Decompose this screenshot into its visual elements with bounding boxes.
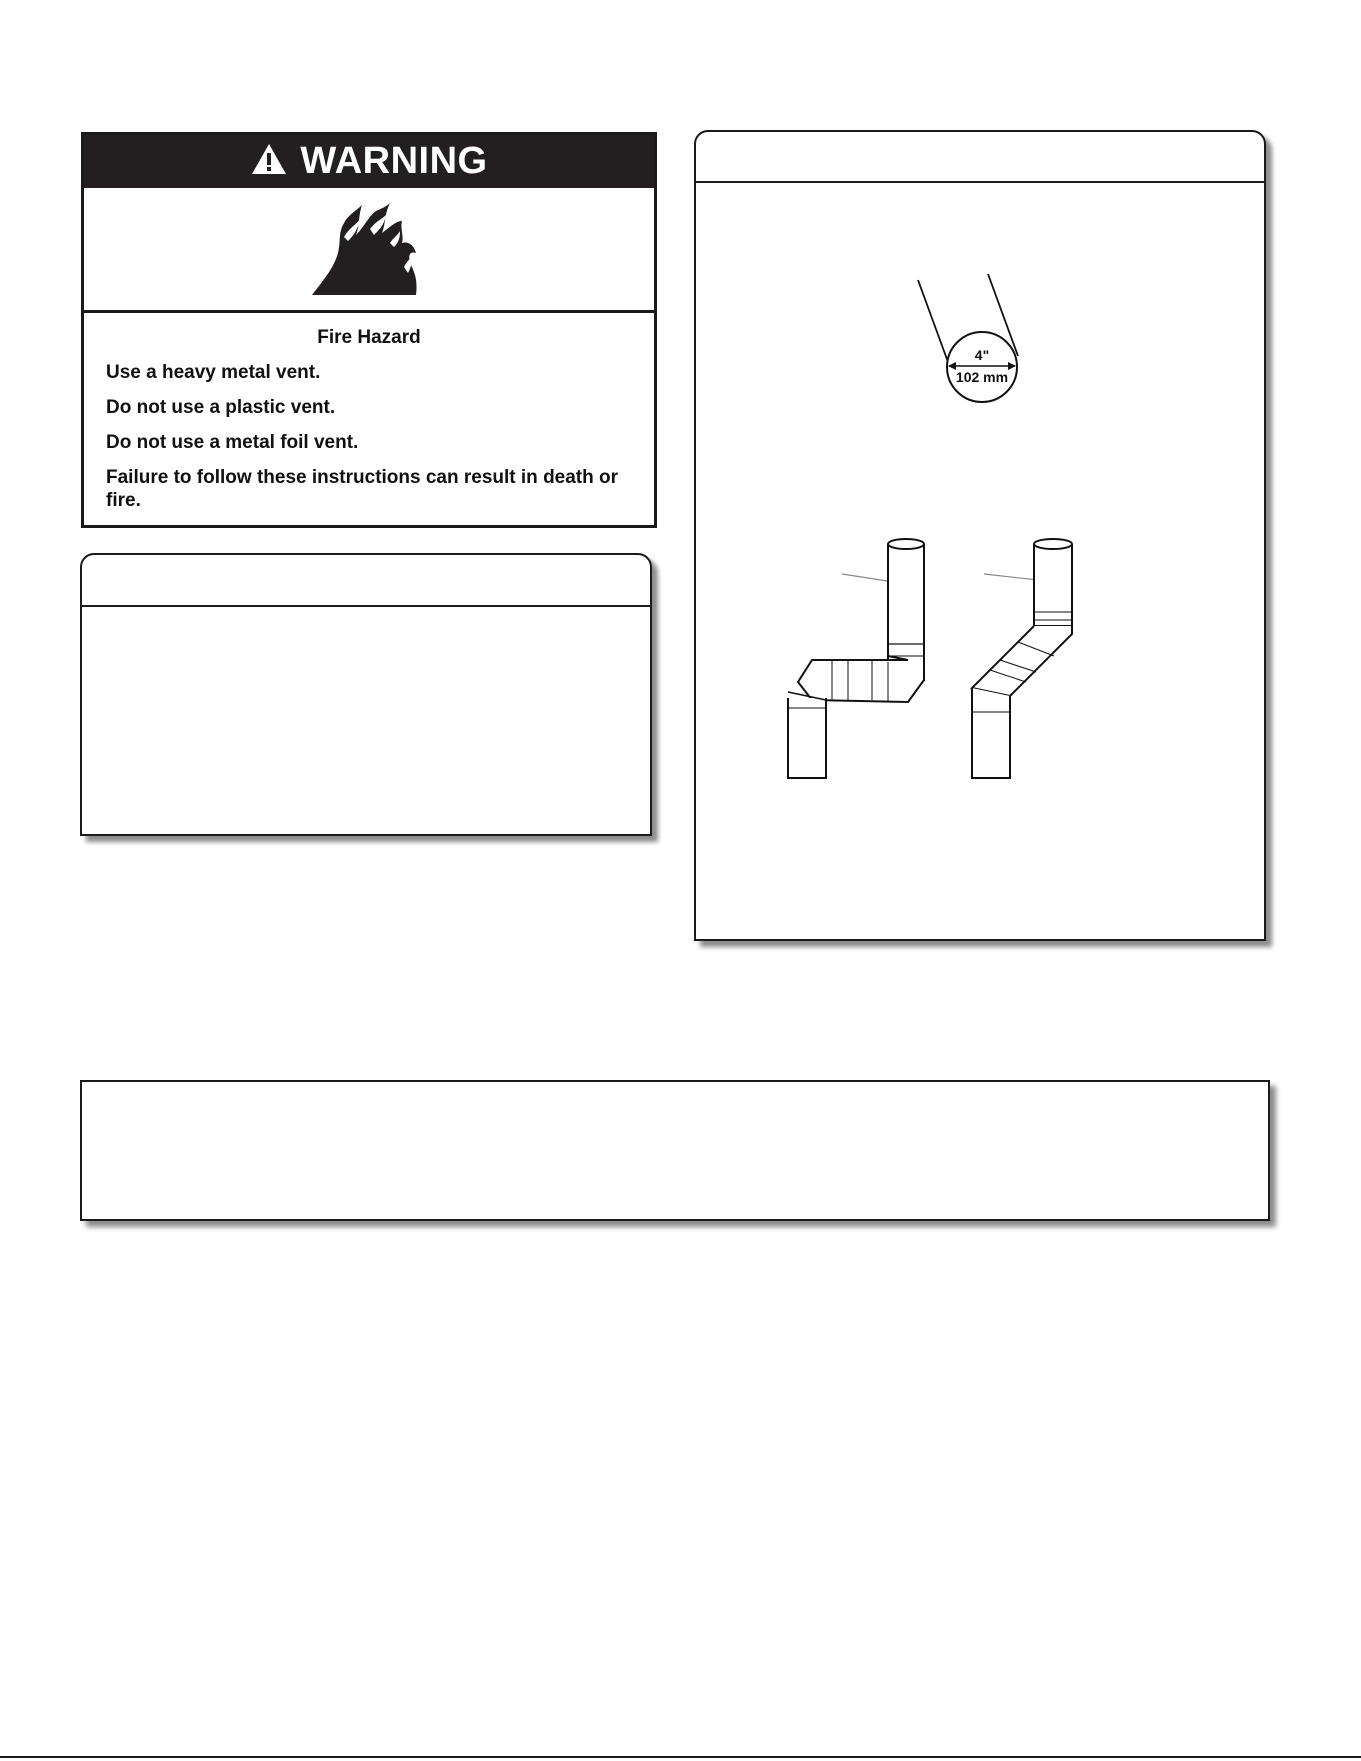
vent-elbow-diagram-right xyxy=(956,532,1126,782)
warning-line-2: Do not use a plastic vent. xyxy=(106,397,336,418)
hazard-title: Fire Hazard xyxy=(317,327,421,348)
fire-icon xyxy=(304,197,434,302)
vent-elbow-diagram-left xyxy=(776,532,956,782)
warning-body xyxy=(84,313,654,512)
right-vent-panel xyxy=(694,130,1266,941)
vent-diameter-diagram xyxy=(906,272,1056,412)
warning-line-4: Failure to follow these instructions can result in death or fire. xyxy=(106,467,619,511)
right-panel-header xyxy=(696,132,1264,183)
vent-diameter-imperial: 4" xyxy=(974,347,990,363)
fire-symbol-area xyxy=(84,188,654,313)
left-info-panel xyxy=(80,553,652,836)
warning-triangle-icon xyxy=(250,142,288,181)
left-panel-header xyxy=(82,555,650,607)
warning-title: WARNING xyxy=(300,140,488,182)
warning-line-1: Use a heavy metal vent. xyxy=(106,362,321,383)
warning-line-3: Do not use a metal foil vent. xyxy=(106,432,359,453)
warning-header xyxy=(84,135,654,188)
bottom-info-panel xyxy=(80,1080,1270,1221)
vent-diameter-metric: 102 mm xyxy=(955,369,1009,385)
footer-rule xyxy=(0,1756,1361,1758)
warning-box xyxy=(81,132,657,528)
